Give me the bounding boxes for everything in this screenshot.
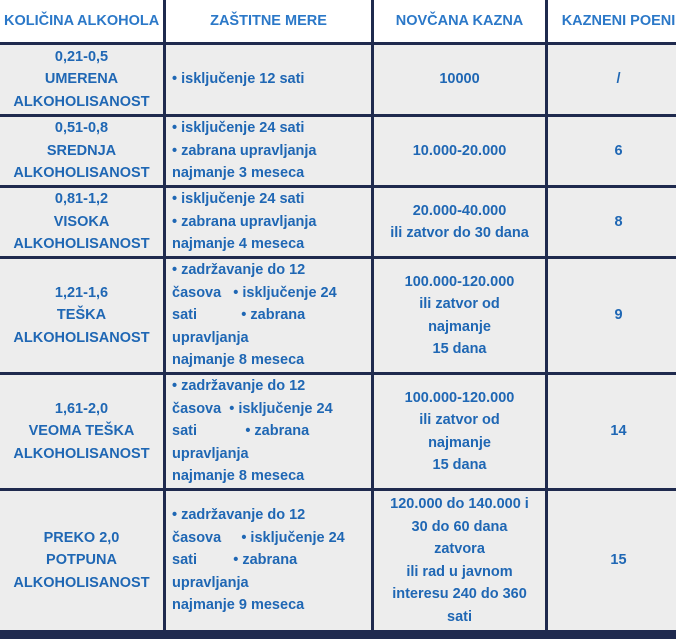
table-row <box>0 117 676 185</box>
fine-cell-line: najmanje <box>428 318 491 335</box>
protective-measures-cell-line: najmanje 9 meseca <box>172 597 305 614</box>
alcohol-level-cell-line: TEŠKA <box>56 307 107 324</box>
alcohol-level-cell-line: VISOKA <box>53 213 110 230</box>
alcohol-level-cell <box>0 375 163 488</box>
alcohol-level-cell-line: ALKOHOLISANOST <box>13 329 150 346</box>
protective-measures-cell-line: sati • zabrana <box>172 307 306 324</box>
protective-measures-cell <box>166 491 371 630</box>
fine-cell-line: 120.000 do 140.000 i <box>390 496 529 512</box>
fine-cell-line: 15 dana <box>432 341 487 357</box>
penalty-points-cell: / <box>548 45 676 114</box>
alcohol-level-cell-line: VEOMA TEŠKA <box>28 423 135 440</box>
fine-cell <box>374 491 545 630</box>
fine-cell-line: ili zatvor od <box>419 296 500 312</box>
protective-measures-cell-line: • isključenje 24 sati <box>172 191 305 208</box>
fine-cell-line: zatvora <box>434 541 485 557</box>
table-row <box>0 375 676 488</box>
header-penalty-points: KAZNENI POENI <box>548 0 676 42</box>
table-body <box>0 45 676 630</box>
protective-measures-cell-line: • zabrana upravljanja <box>172 213 317 230</box>
fine-cell-line: ili zatvor do 30 dana <box>390 225 529 241</box>
table-row <box>0 259 676 372</box>
protective-measures-cell-line: • zabrana upravljanja <box>172 142 317 159</box>
alcohol-level-cell-line: ALKOHOLISANOST <box>13 165 150 182</box>
penalty-points-cell: 9 <box>548 259 676 372</box>
alcohol-level-cell-line: 0,21-0,5 <box>54 48 109 65</box>
alcohol-level-cell-line: ALKOHOLISANOST <box>13 574 150 591</box>
fine-cell-line: 100.000-120.000 <box>404 273 515 290</box>
protective-measures-cell-line: najmanje 8 meseca <box>172 352 305 369</box>
fine-cell <box>374 188 545 256</box>
alcohol-level-cell-line: SREDNJA <box>46 142 117 159</box>
alcohol-level-cell-line: ALKOHOLISANOST <box>13 445 150 462</box>
protective-measures-cell-line: časova • isključenje 24 <box>172 284 337 301</box>
alcohol-level-cell-line: POTPUNA <box>46 552 117 569</box>
alcohol-level-cell-line: UMERENA <box>44 71 119 88</box>
protective-measures-cell-line: • zadržavanje do 12 <box>172 378 306 395</box>
alcohol-level-cell-line: ALKOHOLISANOST <box>13 236 150 253</box>
penalty-points-cell: 6 <box>548 117 676 185</box>
fine-cell-line: 10.000-20.000 <box>412 142 507 159</box>
alcohol-level-cell <box>0 188 163 256</box>
fine-cell-line: 100.000-120.000 <box>404 389 515 406</box>
penalty-points-cell: 14 <box>548 375 676 488</box>
table-row <box>0 188 676 256</box>
protective-measures-cell <box>166 117 371 185</box>
fine-cell-line: 30 do 60 dana <box>411 518 508 535</box>
protective-measures-cell-line: najmanje 4 meseca <box>172 236 305 253</box>
alcohol-level-cell <box>0 117 163 185</box>
fine-cell-line: 15 dana <box>432 457 487 473</box>
protective-measures-cell-line: upravljanja <box>172 574 249 591</box>
protective-measures-cell-line: sati • zabrana <box>172 423 310 440</box>
fine-cell <box>374 117 545 185</box>
protective-measures-cell-line: sati • zabrana <box>172 552 298 569</box>
protective-measures-cell-line: časova • isključenje 24 <box>172 529 345 546</box>
alcohol-level-cell-line: 0,81-1,2 <box>54 191 109 208</box>
protective-measures-cell-line: • isključenje 12 sati <box>172 71 305 88</box>
fine-cell <box>374 259 545 372</box>
fine-cell-line: interesu 240 do 360 <box>392 586 527 602</box>
alcohol-level-cell <box>0 259 163 372</box>
alcohol-level-cell-line: 0,51-0,8 <box>54 120 109 137</box>
alcohol-level-cell-line: PREKO 2,0 <box>43 529 120 546</box>
fine-cell <box>374 45 545 114</box>
protective-measures-cell-line: najmanje 8 meseca <box>172 468 305 485</box>
fine-cell-line: najmanje <box>428 434 491 451</box>
protective-measures-cell-line: • zadržavanje do 12 <box>172 262 306 279</box>
fine-cell-line: ili rad u javnom <box>406 563 513 580</box>
header-fine: NOVČANA KAZNA <box>374 0 545 42</box>
fine-cell-line: 20.000-40.000 <box>412 202 507 219</box>
header-protective-measures: ZAŠTITNE MERE <box>166 0 371 42</box>
penalty-points-cell: 15 <box>548 491 676 630</box>
protective-measures-cell-line: upravljanja <box>172 445 249 462</box>
fine-cell-line: ili zatvor od <box>419 412 500 428</box>
alcohol-level-cell-line: ALKOHOLISANOST <box>13 93 150 110</box>
protective-measures-cell-line: najmanje 3 meseca <box>172 165 305 182</box>
protective-measures-cell-line: • zadržavanje do 12 <box>172 507 306 524</box>
header-row <box>0 0 676 42</box>
alcohol-level-cell <box>0 491 163 630</box>
table-row <box>0 45 676 114</box>
protective-measures-cell <box>166 259 371 372</box>
protective-measures-cell <box>166 45 371 114</box>
protective-measures-cell <box>166 188 371 256</box>
fine-cell-line: sati <box>447 608 472 625</box>
alcohol-level-cell <box>0 45 163 114</box>
table-row <box>0 491 676 630</box>
fine-cell <box>374 375 545 488</box>
protective-measures-cell-line: • isključenje 24 sati <box>172 120 305 137</box>
alcohol-level-cell-line: 1,61-2,0 <box>54 400 109 417</box>
protective-measures-cell-line: časova • isključenje 24 <box>172 400 333 417</box>
fine-cell-line: 10000 <box>439 71 480 88</box>
protective-measures-cell-line: upravljanja <box>172 329 249 346</box>
protective-measures-cell <box>166 375 371 488</box>
alcohol-level-cell-line: 1,21-1,6 <box>54 284 109 301</box>
penalty-points-cell: 8 <box>548 188 676 256</box>
header-alcohol-amount: KOLIČINA ALKOHOLA <box>0 0 163 42</box>
